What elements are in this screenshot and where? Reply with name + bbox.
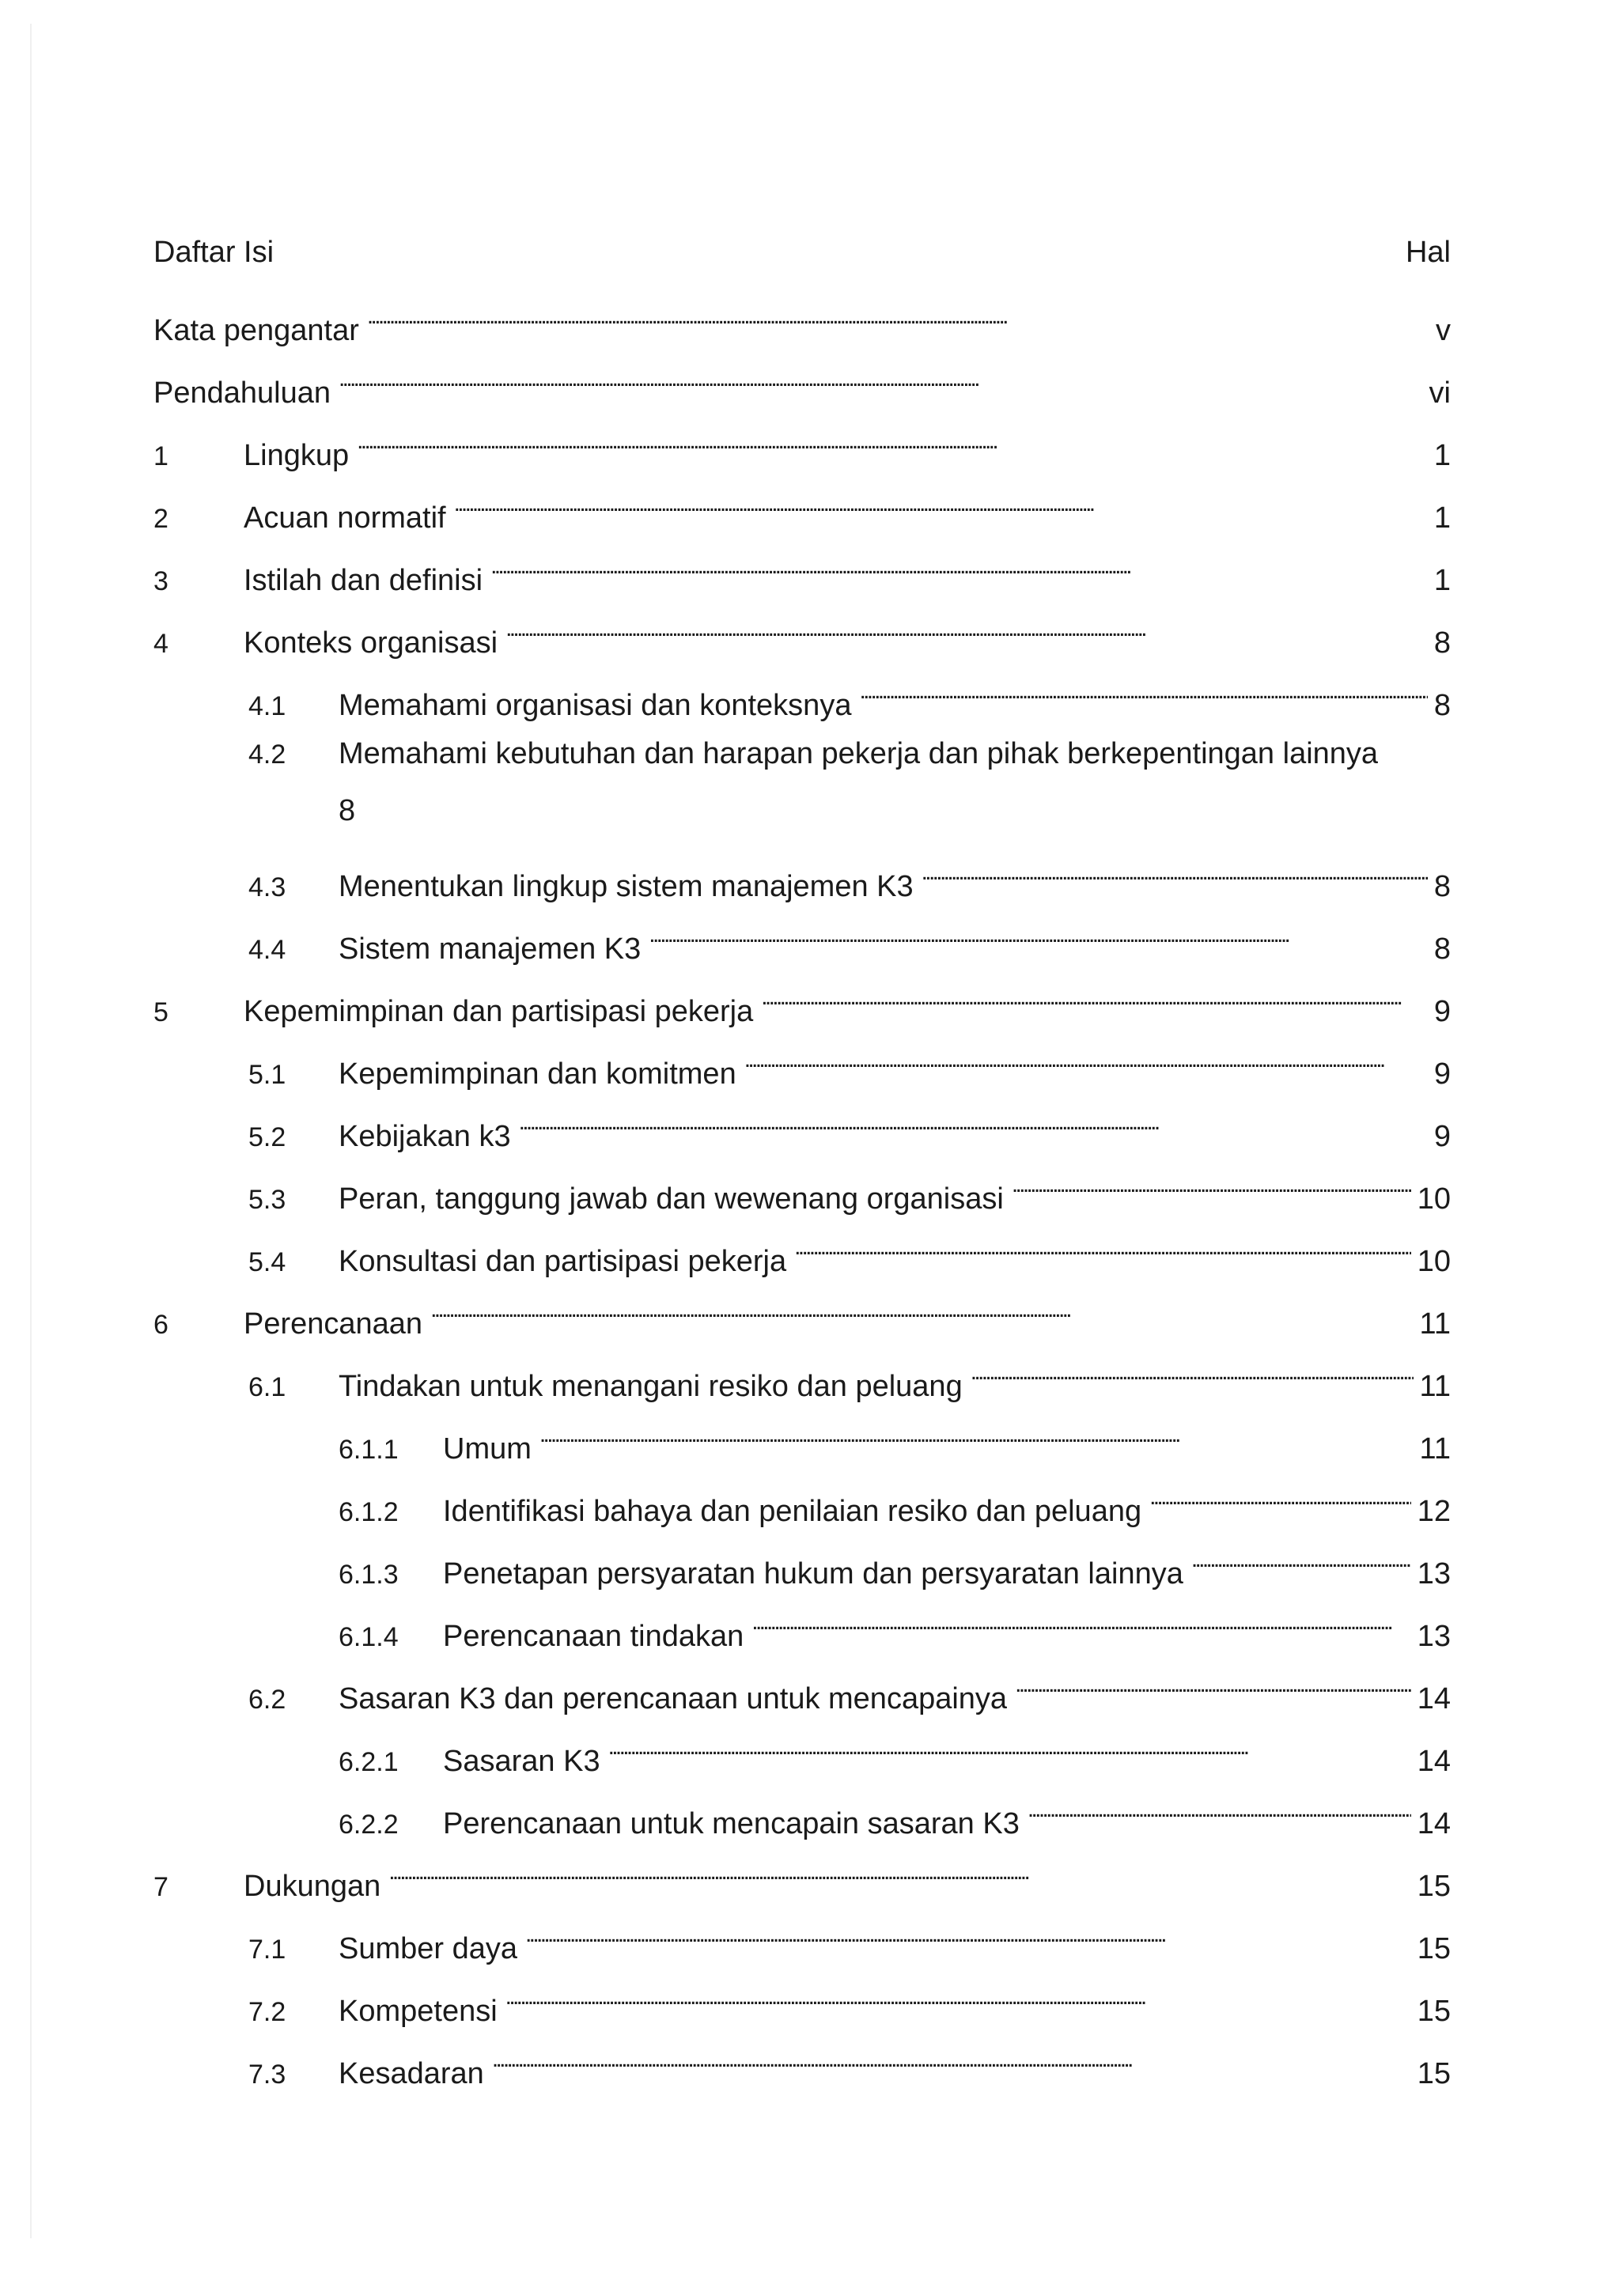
toc-entry-title: Umum: [443, 1432, 532, 1466]
toc-entry-page: 8: [1433, 932, 1451, 966]
toc-entry-page: 1: [1433, 564, 1451, 597]
toc-entry-4-3[interactable]: [248, 849, 1451, 903]
dot-leader: [339, 355, 1423, 403]
toc-entry-5-3[interactable]: [248, 1161, 1451, 1216]
toc-entry-title: Memahami organisasi dan konteksnya: [339, 689, 852, 722]
dot-leader: [744, 1036, 1428, 1084]
toc-entry-number: 4.3: [248, 872, 286, 902]
toc-entry-title: Perencanaan tindakan: [443, 1620, 744, 1653]
toc-entry-6-1-4[interactable]: [339, 1598, 1451, 1653]
toc-entry-page: 9: [1433, 1057, 1451, 1091]
toc-entry-page: 12: [1417, 1495, 1451, 1528]
dot-leader: [1012, 1161, 1411, 1209]
dot-leader: [859, 668, 1427, 715]
toc-entry-5-1[interactable]: [248, 1036, 1451, 1091]
toc-entry-page: vi: [1429, 376, 1451, 410]
toc-entry-number: 5.1: [248, 1060, 286, 1090]
toc-entry-5[interactable]: [153, 974, 1451, 1028]
dot-leader: [519, 1099, 1428, 1146]
toc-entry-page: 8: [1433, 689, 1451, 722]
toc-entry-title: Konsultasi dan partisipasi pekerja: [339, 1245, 787, 1278]
toc-entry-number: 6: [153, 1310, 168, 1340]
toc-entry-7-1[interactable]: [248, 1911, 1451, 1965]
toc-entry-title: Perencanaan: [244, 1307, 423, 1341]
dot-leader: [505, 605, 1428, 652]
toc-entry-7-2[interactable]: [248, 1973, 1451, 2028]
dot-leader: [1149, 1473, 1411, 1521]
toc-entry-page: 15: [1417, 1995, 1451, 2028]
toc-title: Daftar Isi: [153, 236, 274, 269]
toc-entry-title: Kepemimpinan dan partisipasi pekerja: [244, 995, 754, 1028]
toc-entry-number: 5: [153, 997, 168, 1027]
toc-entry-title: Identifikasi bahaya dan penilaian resiko dan peluang: [443, 1495, 1142, 1528]
toc-entry-6-2-2[interactable]: [339, 1786, 1451, 1840]
toc-entry-number: 7.1: [248, 1935, 286, 1965]
toc-entry-title: Memahami kebutuhan dan harapan pekerja dan pihak berkepentingan lainnya: [339, 737, 1379, 770]
toc-entry-title: Peran, tanggung jawab dan wewenang organisasi: [339, 1182, 1004, 1216]
toc-entry-title: Penetapan persyaratan hukum dan persyaratan lainnya: [443, 1557, 1183, 1591]
toc-entry-title: Sistem manajemen K3: [339, 932, 642, 966]
toc-entry-page: 9: [1433, 995, 1451, 1028]
dot-leader: [492, 2036, 1411, 2083]
toc-entry-title: Kata pengantar: [153, 314, 359, 347]
toc-entry-page: 1: [1433, 439, 1451, 472]
toc-entry-6-2-1[interactable]: [339, 1723, 1451, 1778]
toc-entry-title: Sasaran K3: [443, 1745, 600, 1778]
toc-entry-number: 1: [153, 441, 168, 471]
dot-leader: [490, 543, 1428, 590]
toc-entry-page: 8: [339, 794, 356, 827]
toc-entry-title: Dukungan: [244, 1870, 381, 1903]
toc-entry-page: 9: [1433, 1120, 1451, 1153]
toc-entry-page: 11: [1419, 1307, 1451, 1341]
toc-entry-number: 5.2: [248, 1122, 286, 1152]
toc-entry-4[interactable]: [153, 605, 1451, 660]
dot-leader: [922, 849, 1428, 896]
toc-entry-number: 6.2.1: [339, 1747, 399, 1777]
dot-leader: [1028, 1786, 1411, 1833]
toc-entry-number: 7.2: [248, 1997, 286, 2027]
toc-entry-page: v: [1436, 314, 1451, 347]
toc-entry-page: 8: [1433, 626, 1451, 660]
toc-entry-page: 8: [1433, 870, 1451, 903]
dot-leader: [751, 1598, 1410, 1646]
toc-entry-6-1-2[interactable]: [339, 1473, 1451, 1528]
toc-entry-5-2[interactable]: [248, 1099, 1451, 1153]
toc-entry-title: Kepemimpinan dan komitmen: [339, 1057, 736, 1091]
toc-entry-page: 13: [1417, 1557, 1451, 1591]
toc-entry-number: 6.1.1: [339, 1435, 399, 1465]
toc-entry-number: 7: [153, 1872, 168, 1902]
toc-entry-number: 4: [153, 629, 168, 659]
toc-entry-number: 4.1: [248, 691, 286, 721]
toc-entry-6-2[interactable]: [248, 1661, 1451, 1715]
toc-entry-kata-pengantar[interactable]: [153, 293, 1451, 347]
dot-leader: [761, 974, 1428, 1021]
toc-entry-number: 2: [153, 504, 168, 534]
toc-entry-page: 13: [1417, 1620, 1451, 1653]
toc-entry-title: Menentukan lingkup sistem manajemen K3: [339, 870, 914, 903]
toc-entry-title: Istilah dan definisi: [244, 564, 483, 597]
toc-entry-page: 14: [1417, 1682, 1451, 1715]
toc-entry-number: 5.3: [248, 1185, 286, 1215]
toc-entry-2[interactable]: [153, 480, 1451, 535]
dot-leader: [971, 1348, 1414, 1396]
toc-entry-title: Lingkup: [244, 439, 350, 472]
toc-entry-6[interactable]: [153, 1286, 1451, 1341]
toc-entry-4-2[interactable]: [248, 730, 1451, 777]
toc-entry-5-4[interactable]: [248, 1224, 1451, 1278]
toc-entry-title: Tindakan untuk menangani resiko dan peluang: [339, 1370, 963, 1403]
dot-leader: [1015, 1661, 1411, 1708]
toc-entry-6-1-1[interactable]: [339, 1411, 1451, 1466]
toc-entry-title: Perencanaan untuk mencapain sasaran K3: [443, 1807, 1020, 1840]
toc-entry-number: 6.1.2: [339, 1497, 399, 1527]
toc-entry-7-3[interactable]: [248, 2036, 1451, 2090]
toc-entry-pendahuluan[interactable]: [153, 355, 1451, 410]
toc-entry-3[interactable]: [153, 543, 1451, 597]
toc-entry-title: Sasaran K3 dan perencanaan untuk mencapainya: [339, 1682, 1008, 1715]
toc-entry-page: 11: [1419, 1432, 1451, 1466]
dot-leader: [525, 1911, 1411, 1958]
toc-entry-6-1[interactable]: [248, 1348, 1451, 1403]
toc-entry-page: 14: [1417, 1745, 1451, 1778]
toc-entry-number: 4.4: [248, 935, 286, 965]
toc-entry-title: Kompetensi: [339, 1995, 498, 2028]
toc-entry-number: 6.1.3: [339, 1560, 399, 1590]
dot-leader: [1191, 1536, 1411, 1583]
dot-leader: [539, 1411, 1414, 1458]
toc-entry-7[interactable]: [153, 1848, 1451, 1903]
dot-leader: [649, 911, 1428, 959]
dot-leader: [430, 1286, 1413, 1333]
dot-leader: [794, 1224, 1411, 1271]
toc-entry-number: 4.2: [248, 739, 286, 770]
toc-entry-page: 10: [1417, 1245, 1451, 1278]
dot-leader: [454, 480, 1428, 528]
toc-entry-number: 3: [153, 566, 168, 596]
dot-leader: [357, 418, 1428, 465]
dot-leader: [388, 1848, 1410, 1896]
toc-header: [153, 229, 1451, 277]
toc-entry-page: 15: [1417, 1870, 1451, 1903]
toc-entry-page: 15: [1417, 2057, 1451, 2090]
toc-entry-number: 6.2.2: [339, 1810, 399, 1840]
toc-entry-number: 6.1.4: [339, 1622, 399, 1652]
toc-entry-4-4[interactable]: [248, 911, 1451, 966]
toc-entry-number: 5.4: [248, 1247, 286, 1277]
toc-entry-title: Kebijakan k3: [339, 1120, 511, 1153]
dot-leader: [367, 293, 1429, 340]
toc-entry-number: 6.1: [248, 1372, 286, 1402]
toc-entry-6-1-3[interactable]: [339, 1536, 1451, 1591]
page-column-label: Hal: [1405, 236, 1451, 269]
toc-entry-page: 14: [1417, 1807, 1451, 1840]
toc-entry-title: Konteks organisasi: [244, 626, 498, 660]
toc-entry-title: Sumber daya: [339, 1932, 518, 1965]
toc-entry-number: 6.2: [248, 1685, 286, 1715]
toc-entry-page: 1: [1433, 501, 1451, 535]
toc-entry-number: 7.3: [248, 2060, 286, 2090]
dot-leader: [608, 1723, 1411, 1771]
toc-entry-page: 11: [1419, 1370, 1451, 1403]
toc-entry-page: 15: [1417, 1932, 1451, 1965]
toc-entry-title: Pendahuluan: [153, 376, 331, 410]
toc-entry-1[interactable]: [153, 418, 1451, 472]
dot-leader: [505, 1973, 1411, 2021]
toc-entry-page: 10: [1417, 1182, 1451, 1216]
toc-entry-title: Kesadaran: [339, 2057, 484, 2090]
toc-entry-4-1[interactable]: [248, 668, 1451, 722]
toc-entry-title: Acuan normatif: [244, 501, 446, 535]
